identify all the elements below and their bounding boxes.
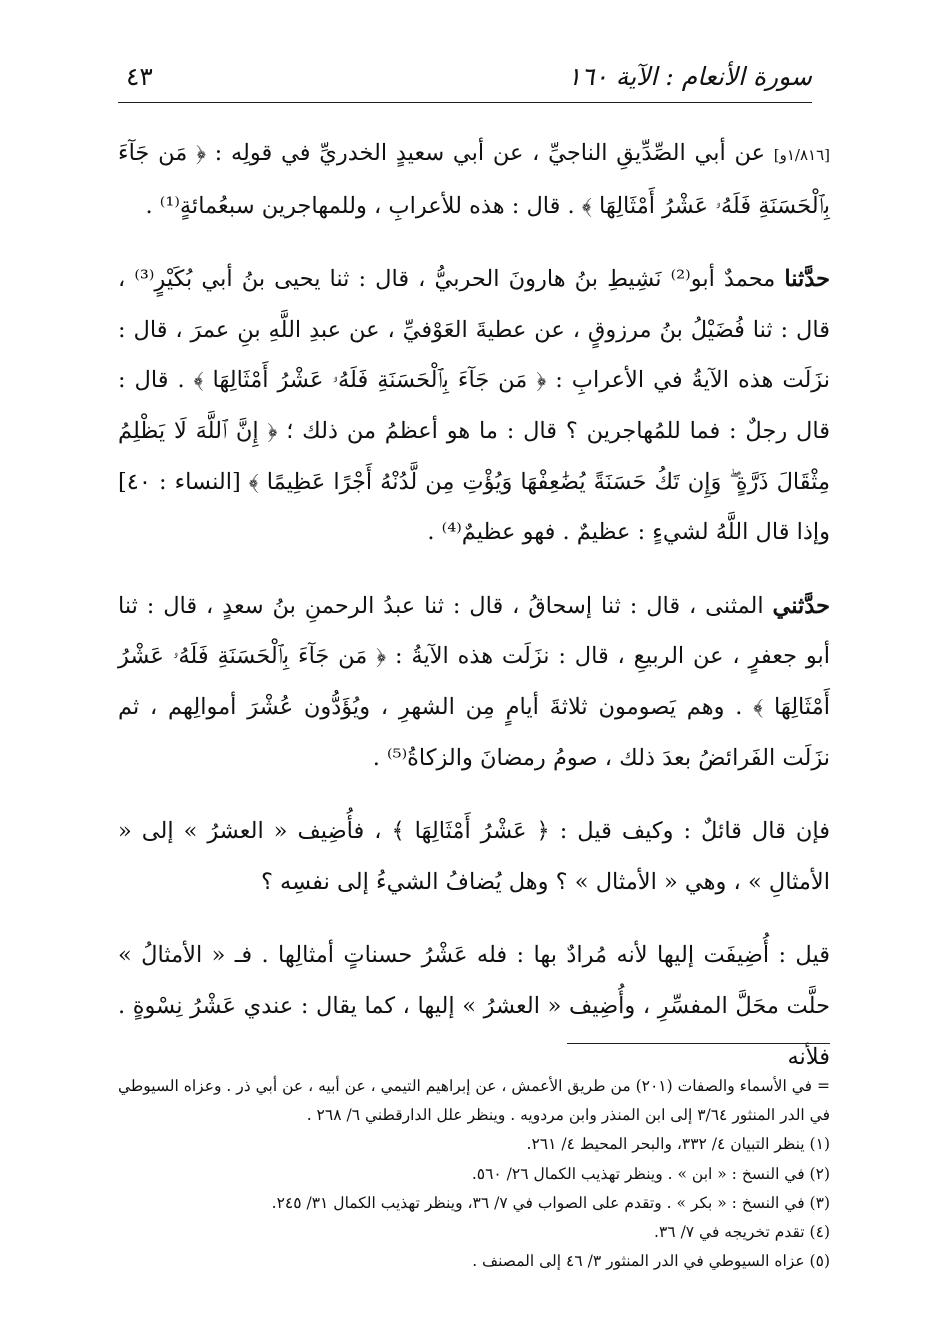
paragraph-5 — [118, 930, 830, 1082]
footnote-divider — [567, 1043, 830, 1044]
paragraph-1 — [118, 128, 830, 231]
paragraph-3 — [118, 581, 830, 783]
paragraph-3-lead: حدَّثني — [772, 592, 830, 619]
manuscript-ref: [١/٨١٦و] — [773, 146, 830, 164]
footnotes — [118, 1072, 830, 1276]
footnote-1: (١) ينظر التبيان ٤/ ٣٣٢، والبحر المحيط ٤/ ٢٦١. — [526, 1135, 830, 1154]
running-header — [118, 52, 812, 103]
paragraph-4-text: فإن قال قائلٌ : وكيف قيل : ﴿ عَشْرُ أَمْثَالِهَا ﴾ ، فأُضِيف « العشرُ » إلى « الأمثالِ » ، وهي « الأمثال » ؟ وهل يُضافُ الشيءُ إلى نفسِه ؟ — [118, 818, 830, 895]
paragraph-3-text: المثنى ، قال : ثنا إسحاقُ ، قال : ثنا عبدُ الرحمنِ بنُ سعدٍ ، قال : ثنا أبو جعفرٍ ، عن الربيعِ ، قال : نزَلَت هذه الآيةُ : ﴿ مَن جَآءَ بِٱلْحَسَنَةِ فَلَهُۥ عَشْرُ أَمْثَالِهَا ﴾ . وهم يَصومون ثلاثةَ أيامٍ مِن الشهرِ ، ويُؤَدُّون عُشْرَ أموالِهم ، ثم نزَلَت الفَرائضُ بعدَ ذلك ، صومُ رمضانَ والزكاةُ⁽⁵⁾ . — [118, 592, 830, 771]
footnote-3: (٣) في النسخ : « بكر » . وتقدم على الصواب في ٧/ ٣٦، وينظر تهذيب الكمال ٣١/ ٢٤٥. — [271, 1193, 830, 1212]
paragraph-1-text: عن أبي الصِّدِّيقِ الناجيِّ ، عن أبي سعيدٍ الخدريِّ في قولِه : ﴿ مَن جَآءَ بِٱلْحَسَنَةِ فَلَهُۥ عَشْرُ أَمْثَالِهَا ﴾ . قال : هذه للأعرابِ ، وللمهاجرين سبعُمائةٍ⁽¹⁾ . — [118, 140, 830, 219]
header-title: سورة الأنعام : الآية ١٦٠ — [567, 62, 812, 91]
paragraph-2-text: محمدٌ أبو⁽²⁾ نَشِيطِ بنُ هارونَ الحربيُّ ، قال : ثنا يحيى بنُ أبي بُكَيْرٍ⁽³⁾ ، قال : ثنا فُضَيْلُ بنُ مرزوقٍ ، عن عطيةَ العَوْفيِّ ، عن عبدِ اللَّهِ بنِ عمرَ ، قال : نزَلَت هذه الآيةُ في الأعرابِ : ﴿ مَن جَآءَ بِٱلْحَسَنَةِ فَلَهُۥ عَشْرُ أَمْثَالِهَا ﴾ . قال : قال رجلٌ : فما للمُهاجرين ؟ قال : ما هو أعظمُ من ذلك ؛ ﴿ إِنَّ ٱللَّهَ لَا يَظْلِمُ مِثْقَالَ ذَرَّةٍ ۖ وَإِن تَكُ حَسَنَةً يُضَٰعِفْهَا وَيُؤْتِ مِن لَّدُنْهُ أَجْرًا عَظِيمًا ﴾ [النساء : ٤٠] وإذا قال اللَّهُ لشيءٍ : عظيمٌ . فهو عظيمٌ⁽⁴⁾ . — [118, 266, 830, 546]
footnote-4: (٤) تقدم تخريجه في ٧/ ٣٦. — [654, 1223, 830, 1242]
paragraph-4 — [118, 806, 830, 907]
main-text — [118, 128, 830, 1105]
footnote-2: (٢) في النسخ : « ابن » . وينظر تهذيب الكمال ٢٦/ ٥٦٠. — [471, 1164, 830, 1183]
paragraph-5-text: قيل : أُضِيفَت إليها لأنه مُرادٌ بها : فله عَشْرُ حسناتٍ أمثالِها . فـ « الأمثالُ » حلَّت محَلَّ المفسِّرِ ، وأُضِيف « العشرُ » إليها ، كما يقال : عندي عَشْرُ نِسْوةٍ . فلأنه — [118, 942, 830, 1070]
paragraph-2-lead: حدَّثنا — [784, 266, 830, 293]
footnote-5: (٥) عزاه السيوطي في الدر المنثور ٣/ ٤٦ إلى المصنف . — [472, 1252, 830, 1271]
paragraph-2 — [118, 254, 830, 558]
page-number: ٤٣ — [126, 62, 153, 91]
footnote-continuation: = في الأسماء والصفات (٢٠١) من طريق الأعمش ، عن إبراهيم التيمي ، عن أبيه ، عن أبي ذر . وعزاه السيوطي في الدر المنثور ٣/٦٤ إلى ابن المنذر وابن مردويه . وينظر علل الدارقطني ٦/ ٢٦٨ . — [118, 1077, 830, 1125]
